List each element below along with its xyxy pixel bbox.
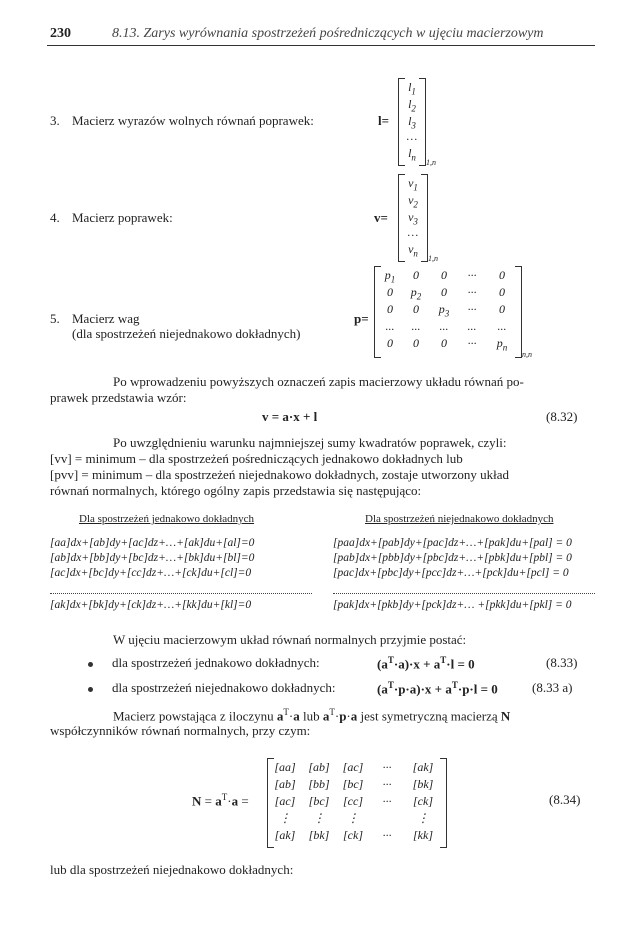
p-matrix-cell-r4-c1: ... bbox=[385, 319, 395, 333]
n-matrix-cell-r3-c5: [ck] bbox=[413, 794, 433, 808]
normal-left-title: Dla spostrzeżeń jednakowo dokładnych bbox=[79, 513, 255, 525]
para1-line2: prawek przedstawia wzór: bbox=[50, 390, 187, 405]
para2-line1: Po uwzględnieniu warunku najmniejszej sumy kwadratów poprawek, czyli: bbox=[113, 435, 507, 450]
n-matrix-cell-r3-c1: [ac] bbox=[274, 794, 296, 808]
item-4-text: Macierz poprawek: bbox=[72, 210, 173, 225]
bullet-1-text: dla spostrzeżeń jednakowo dokładnych: bbox=[112, 655, 320, 670]
normal-right-dots bbox=[333, 593, 595, 594]
v-size: 1,n bbox=[428, 254, 438, 263]
p-matrix-cell-r3-c3: $p_3$ bbox=[438, 302, 450, 319]
n-matrix-cell-r1-c2: [ab] bbox=[308, 760, 330, 774]
n-matrix-cell-r4-c5: ⋮ bbox=[417, 811, 429, 825]
para2-line3: [pvv] = minimum – dla spostrzeżeń niejednakowo dokładnych, zostaje utworzony układ bbox=[50, 467, 509, 482]
p-matrix-cell-r4-c3: ... bbox=[439, 319, 449, 333]
n-matrix-cell-r2-c4: ··· bbox=[382, 777, 392, 791]
p-matrix-cell-r3-c1: 0 bbox=[387, 302, 393, 316]
header-rule bbox=[47, 45, 595, 46]
l-entry-n: $l_n$ bbox=[408, 146, 416, 163]
p-matrix-cell-r4-c2: ... bbox=[411, 319, 421, 333]
p-matrix-cell-r4-c4: ... bbox=[467, 319, 477, 333]
n-matrix-cell-r1-c3: [ac] bbox=[342, 760, 364, 774]
p-matrix bbox=[374, 266, 522, 358]
n-matrix-cell-r5-c3: [ck] bbox=[343, 828, 363, 842]
n-matrix-cell-r2-c2: [bb] bbox=[308, 777, 330, 791]
normal-left-eq-3: [ac]dx+[bc]dy+[cc]dz+…+[ck]du+[cl]=0 bbox=[50, 567, 252, 579]
v-entry-3: $v_3$ bbox=[408, 210, 418, 227]
bullet-2-label: (8.33 a) bbox=[532, 680, 573, 695]
p-matrix-cell-r2-c2: $p_2$ bbox=[410, 285, 422, 302]
l-entry-2: $l_2$ bbox=[408, 97, 416, 114]
running-title: 8.13. Zarys wyrównania spostrzeżeń pośredniczących w ujęciu macierzowym bbox=[112, 26, 544, 41]
normal-right-eq-4: [pak]dx+[pkb]dy+[pck]dz+… +[pkk]du+[pkl] = 0 bbox=[333, 599, 572, 611]
para2-line2: [vv] = minimum – dla spostrzeżeń pośredniczących jednakowo dokładnych lub bbox=[50, 451, 463, 466]
bullet-2-marker bbox=[88, 687, 93, 692]
v-entry-dots: … bbox=[407, 225, 419, 239]
l-entry-1: $l_1$ bbox=[408, 80, 416, 97]
item-5-text: Macierz wag bbox=[72, 311, 140, 326]
p-matrix-cell-r3-c2: 0 bbox=[413, 302, 419, 316]
normal-right-eq-3: [pac]dx+[pbc]dy+[pcc]dz+…+[pck]du+[pcl] = 0 bbox=[333, 567, 569, 579]
n-matrix-cell-r1-c5: [ak] bbox=[412, 760, 434, 774]
bullet-2-text: dla spostrzeżeń niejednakowo dokładnych: bbox=[112, 680, 336, 695]
n-matrix-cell-r3-c3: [cc] bbox=[343, 794, 363, 808]
item-3-number: 3. bbox=[50, 113, 60, 128]
eq-834-lhs: $N = a^T\cdot a$ = bbox=[192, 792, 249, 809]
v-entry-n: $v_n$ bbox=[408, 242, 418, 259]
para2-line4: równań normalnych, którego ogólny zapis przedstawia się następująco: bbox=[50, 483, 422, 498]
n-matrix-cell-r4-c1: ⋮ bbox=[279, 811, 291, 825]
normal-right-eq-1: [paa]dx+[pab]dy+[pac]dz+…+[pak]du+[pal] = 0 bbox=[333, 537, 572, 549]
closing-line: lub dla spostrzeżeń niejednakowo dokładnych: bbox=[50, 862, 294, 877]
normal-right-title: Dla spostrzeżeń niejednakowo dokładnych bbox=[365, 513, 554, 525]
p-matrix-cell-r1-c4: ··· bbox=[467, 268, 477, 282]
l-entry-3: $l_3$ bbox=[408, 114, 416, 131]
p-matrix-cell-r1-c5: 0 bbox=[499, 268, 505, 282]
bullet-1-formula: $(a^T\cdot a)\cdot x + a^T\cdot l = 0$ bbox=[377, 655, 475, 672]
l-matrix bbox=[398, 78, 426, 166]
p-matrix-cell-r5-c3: 0 bbox=[441, 336, 447, 350]
p-matrix-cell-r3-c5: 0 bbox=[499, 302, 505, 316]
bullet-1-marker bbox=[88, 662, 93, 667]
n-matrix-cell-r2-c3: [bc] bbox=[342, 777, 364, 791]
p-matrix-cell-r5-c4: ··· bbox=[467, 336, 477, 350]
page-number: 230 bbox=[50, 26, 71, 41]
p-matrix-cell-r2-c4: ··· bbox=[467, 285, 477, 299]
p-matrix-cell-r5-c2: 0 bbox=[413, 336, 419, 350]
n-matrix-cell-r5-c4: ··· bbox=[382, 828, 392, 842]
p-matrix-cell-r1-c2: 0 bbox=[413, 268, 419, 282]
p-matrix-cell-r1-c3: 0 bbox=[441, 268, 447, 282]
normal-left-eq-2: [ab]dx+[bb]dy+[bc]dz+…+[bk]du+[bl]=0 bbox=[50, 552, 255, 564]
n-matrix-cell-r5-c5: [kk] bbox=[413, 828, 433, 842]
n-matrix-cell-r5-c2: [bk] bbox=[308, 828, 330, 842]
p-matrix-cell-r5-c5: $p_n$ bbox=[496, 336, 508, 353]
eq-832-label: (8.32) bbox=[546, 409, 578, 424]
n-matrix-cell-r2-c5: [bk] bbox=[412, 777, 434, 791]
p-matrix-cell-r2-c5: 0 bbox=[499, 285, 505, 299]
n-matrix bbox=[267, 758, 447, 848]
v-matrix bbox=[398, 174, 428, 262]
p-matrix-cell-r3-c4: ··· bbox=[467, 302, 477, 316]
normal-left-dots bbox=[50, 593, 312, 594]
item-5-symbol: p= bbox=[354, 311, 369, 326]
n-matrix-cell-r3-c4: ··· bbox=[382, 794, 392, 808]
para1-line1: Po wprowadzeniu powyższych oznaczeń zapis macierzowy układu równań po- bbox=[113, 374, 524, 389]
para4-line1: Macierz powstająca z iloczynu $a^T\cdot a$ lub $a^T\cdot p\cdot a$ jest symetryczną macierzą N bbox=[113, 707, 511, 724]
p-matrix-cell-r1-c1: $p_1$ bbox=[384, 268, 396, 285]
item-4-symbol: v= bbox=[374, 210, 388, 225]
n-matrix-cell-r4-c3: ⋮ bbox=[347, 811, 359, 825]
item-5-text2: (dla spostrzeżeń niejednakowo dokładnych) bbox=[72, 326, 301, 341]
normal-right-eq-2: [pab]dx+[pbb]dy+[pbc]dz+…+[pbk]du+[pbl] = 0 bbox=[333, 552, 572, 564]
p-matrix-cell-r5-c1: 0 bbox=[387, 336, 393, 350]
v-entry-2: $v_2$ bbox=[408, 193, 418, 210]
eq-834-label: (8.34) bbox=[549, 792, 581, 807]
normal-left-eq-4: [ak]dx+[bk]dy+[ck]dz+…+[kk]du+[kl]=0 bbox=[50, 599, 252, 611]
bullet-2-formula: $(a^T\cdot p\cdot a)\cdot x + a^T\cdot p\cdot l = 0$ bbox=[377, 680, 498, 697]
n-matrix-cell-r5-c1: [ak] bbox=[274, 828, 296, 842]
n-matrix-cell-r3-c2: [bc] bbox=[308, 794, 330, 808]
n-matrix-cell-r4-c2: ⋮ bbox=[313, 811, 325, 825]
v-entry-1: $v_1$ bbox=[408, 176, 418, 193]
n-matrix-cell-r2-c1: [ab] bbox=[274, 777, 296, 791]
eq-832-formula: v = a·x + l bbox=[262, 409, 318, 424]
item-5-number: 5. bbox=[50, 311, 60, 326]
bullet-1-label: (8.33) bbox=[546, 655, 578, 670]
item-3-symbol: l= bbox=[378, 113, 390, 128]
n-matrix-cell-r1-c1: [aa] bbox=[274, 760, 296, 774]
p-matrix-cell-r2-c1: 0 bbox=[387, 285, 393, 299]
l-entry-dots: … bbox=[406, 129, 418, 143]
para3: W ujęciu macierzowym układ równań normalnych przyjmie postać: bbox=[113, 632, 467, 647]
item-3-text: Macierz wyrazów wolnych równań poprawek: bbox=[72, 113, 314, 128]
item-4-number: 4. bbox=[50, 210, 60, 225]
normal-left-eq-1: [aa]dx+[ab]dy+[ac]dz+…+[ak]du+[al]=0 bbox=[50, 537, 255, 549]
n-matrix-cell-r1-c4: ··· bbox=[382, 760, 392, 774]
p-size: n,n bbox=[522, 350, 532, 359]
p-matrix-cell-r4-c5: ... bbox=[497, 319, 507, 333]
l-size: 1,n bbox=[426, 158, 436, 167]
p-matrix-cell-r2-c3: 0 bbox=[441, 285, 447, 299]
para4-line2: współczynników równań normalnych, przy czym: bbox=[50, 723, 311, 738]
